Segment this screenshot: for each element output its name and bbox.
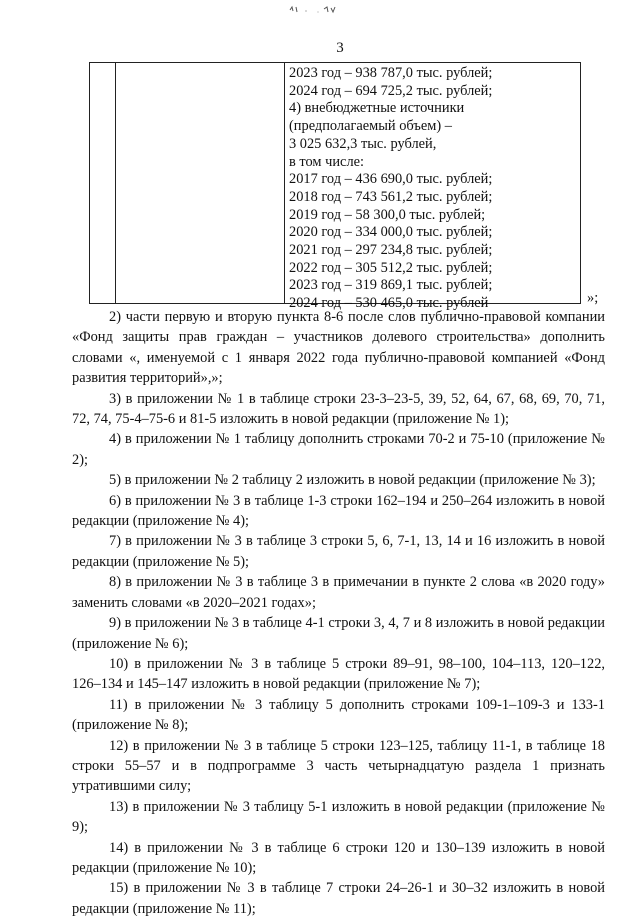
financing-line: 2021 год – 297 234,8 тыс. рублей; — [289, 242, 493, 259]
amendment-item: 9) в приложении № 3 в таблице 4-1 строки 3, 4, 7 и 8 изложить в новой редакции (приложение № 6); — [72, 615, 605, 652]
financing-line: 2023 год – 319 869,1 тыс. рублей; — [289, 277, 493, 294]
amendment-item: 11) в приложении № 3 таблицу 5 дополнить строками 109-1–109-3 и 133-1 (приложение № 8); — [72, 696, 605, 734]
financing-line: 2024 год – 694 725,2 тыс. рублей; — [289, 82, 493, 99]
financing-line: 4) внебюджетные источники — [289, 100, 465, 117]
financing-cell — [289, 65, 576, 313]
amendment-item: 3) в приложении № 1 в таблице строки 23-3–23-5, 39, 52, 64, 67, 68, 69, 70, 71, 72, 74, 75-4–75-6 и 81-5 изложить в новой редакции (приложение № 1); — [72, 390, 605, 428]
financing-line: 2017 год – 436 690,0 тыс. рублей; — [289, 171, 493, 188]
scan-noise-marks — [284, 4, 354, 16]
financing-line: (предполагаемый объем) – — [289, 118, 452, 135]
financing-line: 2022 год – 305 512,2 тыс. рублей; — [289, 259, 493, 276]
amendment-item: 15) в приложении № 3 в таблице 7 строки 24–26-1 и 30–32 изложить в новой редакции (приложение № 11); — [72, 880, 605, 917]
amendment-item: 4) в приложении № 1 таблицу дополнить строками 70-2 и 75-10 (приложение № 2); — [72, 431, 605, 468]
amendment-item: 14) в приложении № 3 в таблице 6 строки 120 и 130–139 изложить в новой редакции (приложение № 10); — [72, 839, 605, 876]
page-number: 3 — [336, 40, 344, 56]
financing-line: 2024 год – 530 465,0 тыс. рублей — [289, 295, 489, 312]
amendment-item: 7) в приложении № 3 в таблице 3 строки 5, 6, 7-1, 13, 14 и 16 изложить в новой редакции (приложение № 5); — [72, 533, 605, 570]
table-column-divider — [284, 63, 285, 303]
amendment-item: 8) в приложении № 3 в таблице 3 в примечании в пункте 2 слова «в 2020 году» заменить словами «в 2020–2021 годах»; — [72, 574, 605, 611]
amendment-item: 10) в приложении № 3 в таблице 5 строки 89–91, 98–100, 104–113, 120–122, 126–134 и 145–147 изложить в новой редакции (приложение № 7); — [72, 655, 605, 693]
financing-table-fragment — [89, 62, 581, 312]
financing-line: 2023 год – 938 787,0 тыс. рублей; — [289, 65, 493, 81]
financing-line: 2020 год – 334 000,0 тыс. рублей; — [289, 224, 493, 241]
amendment-item: 6) в приложении № 3 в таблице 1-3 строки 162–194 и 250–264 изложить в новой редакции (приложение № 4); — [72, 492, 605, 530]
financing-line: 2018 год – 743 561,2 тыс. рублей; — [289, 188, 493, 205]
amendment-list — [72, 307, 605, 919]
table-column-divider — [115, 63, 116, 303]
amendment-item: 13) в приложении № 3 таблицу 5-1 изложить в новой редакции (приложение № 9); — [72, 798, 605, 836]
table-closing-quote: »; — [587, 290, 599, 306]
financing-line: в том числе: — [289, 153, 365, 170]
financing-line: 2019 год – 58 300,0 тыс. рублей; — [289, 206, 486, 223]
amendment-item: 5) в приложении № 2 таблицу 2 изложить в новой редакции (приложение № 3); — [109, 472, 596, 489]
financing-line: 3 025 632,3 тыс. рублей, — [289, 135, 437, 152]
amendment-item: 2) части первую и вторую пункта 8-6 после слов публично-правовой компании «Фонд защиты прав граждан – участников долевого строительства» дополнить словами «, именуемой с 1 января 2022 года публично-правовой компанией «Фонд развития территорий»,»; — [72, 309, 605, 387]
amendment-item: 12) в приложении № 3 в таблице 5 строки 123–125, таблицу 11-1, в таблице 18 строки 55–57 и в подпрограмме 3 часть четырнадцатую раздела 1 признать утратившими силу; — [72, 737, 605, 795]
